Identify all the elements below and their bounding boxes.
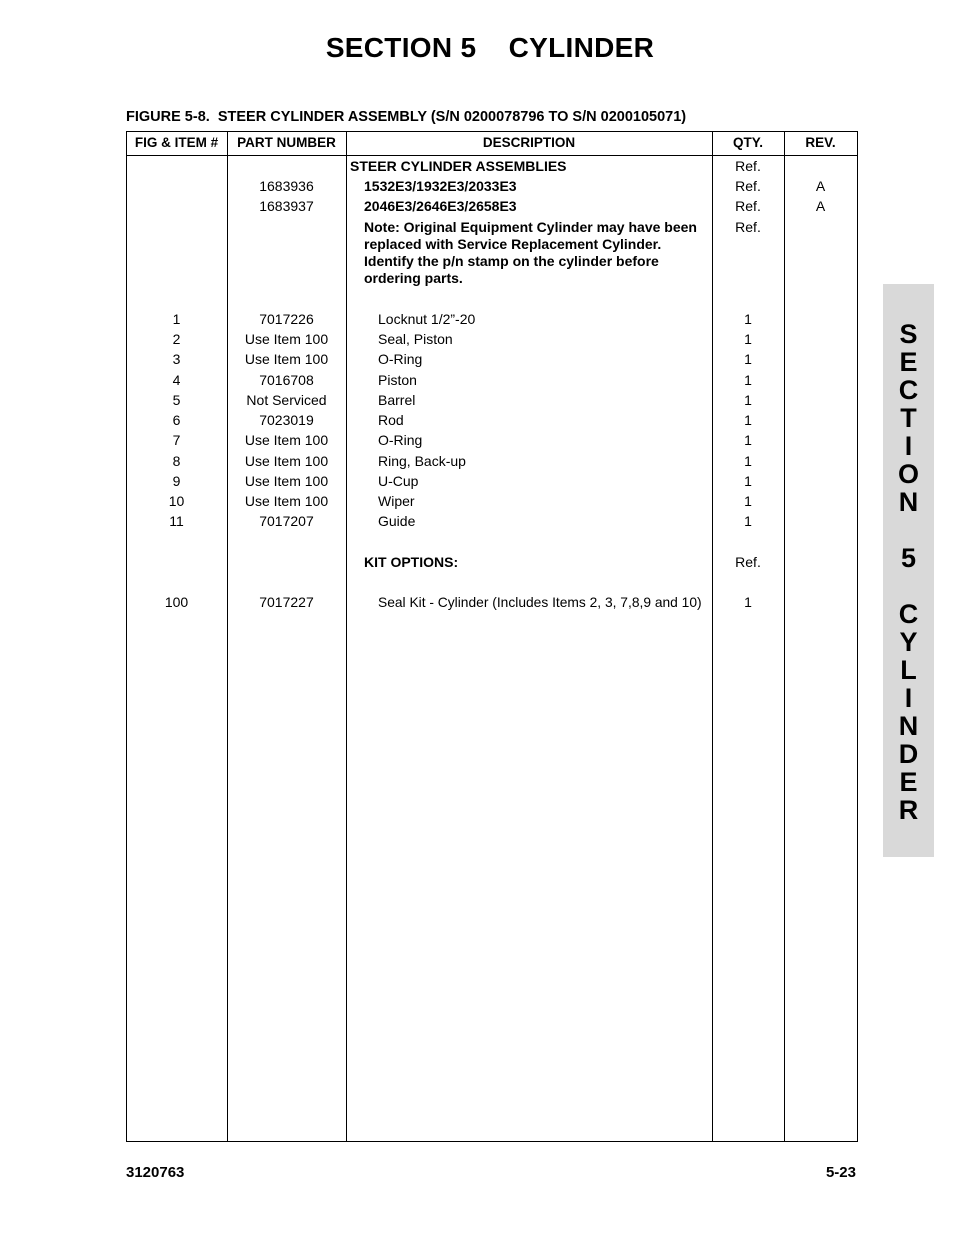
qty-cell: Ref. bbox=[735, 178, 761, 194]
column-divider bbox=[784, 131, 785, 1142]
description-cell: Piston bbox=[378, 372, 417, 388]
side-tab-letter: E bbox=[899, 767, 918, 797]
column-divider bbox=[712, 131, 713, 1142]
fig-item-cell: 8 bbox=[172, 453, 181, 469]
fig-item-cell: 7 bbox=[172, 432, 181, 448]
description-cell: O-Ring bbox=[378, 351, 423, 367]
description-cell: Seal Kit - Cylinder (Includes Items 2, 3, 7,8,9 and 10) bbox=[378, 595, 702, 610]
fig-item-cell: 11 bbox=[169, 513, 184, 529]
qty-cell: 1 bbox=[744, 392, 752, 408]
side-tab-letter: L bbox=[900, 655, 917, 685]
column-header-description: DESCRIPTION bbox=[482, 135, 576, 150]
qty-cell: Ref. bbox=[735, 554, 761, 570]
qty-cell: 1 bbox=[744, 372, 752, 388]
fig-item-cell: 2 bbox=[172, 331, 181, 347]
fig-item-cell: 6 bbox=[172, 412, 181, 428]
qty-cell: Ref. bbox=[735, 158, 761, 174]
part-number-cell: 7023019 bbox=[259, 412, 314, 428]
part-number-cell: 7017226 bbox=[259, 311, 314, 327]
description-cell: 1532E3/1932E3/2033E3 bbox=[364, 178, 517, 194]
side-tab-letter: C bbox=[898, 599, 919, 629]
side-tab-letter: N bbox=[898, 487, 919, 517]
column-header-fig-item: FIG & ITEM # bbox=[134, 135, 219, 150]
description-cell: O-Ring bbox=[378, 432, 423, 448]
side-tab-letter: C bbox=[898, 375, 919, 405]
qty-cell: 1 bbox=[744, 331, 752, 347]
part-number-cell: Use Item 100 bbox=[244, 473, 329, 489]
part-number-cell: 1683937 bbox=[259, 198, 314, 214]
fig-item-cell: 1 bbox=[172, 311, 181, 327]
header-divider bbox=[126, 155, 858, 156]
side-tab-letter: 5 bbox=[900, 543, 917, 573]
side-tab-letter: O bbox=[897, 459, 919, 489]
column-header-qty: QTY. bbox=[732, 135, 763, 150]
qty-cell: 1 bbox=[744, 594, 752, 610]
rev-cell: A bbox=[815, 198, 826, 214]
part-number-cell: Not Serviced bbox=[246, 392, 327, 408]
column-header-rev: REV. bbox=[805, 135, 836, 150]
description-cell: 2046E3/2646E3/2658E3 bbox=[364, 198, 517, 214]
fig-item-cell: 9 bbox=[172, 473, 181, 489]
fig-item-cell: 3 bbox=[172, 351, 181, 367]
part-number-cell: 7016708 bbox=[259, 372, 314, 388]
side-tab-letter: S bbox=[899, 319, 918, 349]
description-cell: KIT OPTIONS: bbox=[364, 554, 459, 570]
column-header-part-number: PART NUMBER bbox=[237, 135, 336, 150]
description-cell: Seal, Piston bbox=[378, 331, 453, 347]
qty-cell: 1 bbox=[744, 493, 752, 509]
description-cell: Ring, Back-up bbox=[378, 453, 466, 469]
fig-item-cell: 100 bbox=[164, 594, 189, 610]
qty-cell: 1 bbox=[744, 432, 752, 448]
part-number-cell: 1683936 bbox=[259, 178, 314, 194]
side-tab-letter: I bbox=[904, 431, 913, 461]
part-number-cell: Use Item 100 bbox=[244, 432, 329, 448]
qty-cell: 1 bbox=[744, 351, 752, 367]
part-number-cell: Use Item 100 bbox=[244, 331, 329, 347]
fig-item-cell: 10 bbox=[168, 493, 185, 509]
qty-cell: 1 bbox=[744, 311, 752, 327]
fig-item-cell: 4 bbox=[172, 372, 181, 388]
qty-cell: 1 bbox=[744, 412, 752, 428]
part-number-cell: Use Item 100 bbox=[244, 493, 329, 509]
part-number-cell: Use Item 100 bbox=[244, 351, 329, 367]
qty-cell: 1 bbox=[744, 513, 752, 529]
side-tab-letter: N bbox=[898, 711, 919, 741]
description-cell: Wiper bbox=[378, 493, 415, 509]
qty-cell: Ref. bbox=[735, 198, 761, 214]
page-number: 5-23 bbox=[825, 1164, 856, 1181]
qty-cell: 1 bbox=[744, 453, 752, 469]
column-divider bbox=[227, 131, 228, 1142]
qty-cell: Ref. bbox=[735, 219, 761, 235]
qty-cell: 1 bbox=[744, 473, 752, 489]
description-cell: STEER CYLINDER ASSEMBLIES bbox=[350, 158, 567, 174]
side-tab-letter: D bbox=[898, 739, 919, 769]
document-number: 3120763 bbox=[126, 1164, 185, 1181]
rev-cell: A bbox=[815, 178, 826, 194]
description-cell: Guide bbox=[378, 513, 416, 529]
note-cell: Note: Original Equipment Cylinder may have been replaced with Service Replacement Cylinder. Identify the p/n stamp on the cylinder before ordering parts. bbox=[364, 219, 697, 286]
side-tab-letter: E bbox=[899, 347, 918, 377]
description-cell: Barrel bbox=[378, 392, 416, 408]
part-number-cell: Use Item 100 bbox=[244, 453, 329, 469]
section-title: SECTION 5 CYLINDER bbox=[325, 32, 655, 63]
description-cell: Rod bbox=[378, 412, 404, 428]
side-tab-letter: Y bbox=[899, 627, 918, 657]
part-number-cell: 7017227 bbox=[259, 594, 314, 610]
description-cell: Locknut 1/2”-20 bbox=[378, 311, 476, 327]
column-divider bbox=[346, 131, 347, 1142]
side-tab-letter: I bbox=[904, 683, 913, 713]
side-tab-letter: T bbox=[900, 403, 917, 433]
part-number-cell: 7017207 bbox=[259, 513, 314, 529]
description-cell: U-Cup bbox=[378, 473, 419, 489]
side-tab-letter: R bbox=[898, 795, 919, 825]
figure-title: FIGURE 5-8. STEER CYLINDER ASSEMBLY (S/N 0200078796 TO S/N 0200105071) bbox=[126, 109, 687, 125]
fig-item-cell: 5 bbox=[172, 392, 181, 408]
section-side-tab bbox=[883, 284, 934, 857]
